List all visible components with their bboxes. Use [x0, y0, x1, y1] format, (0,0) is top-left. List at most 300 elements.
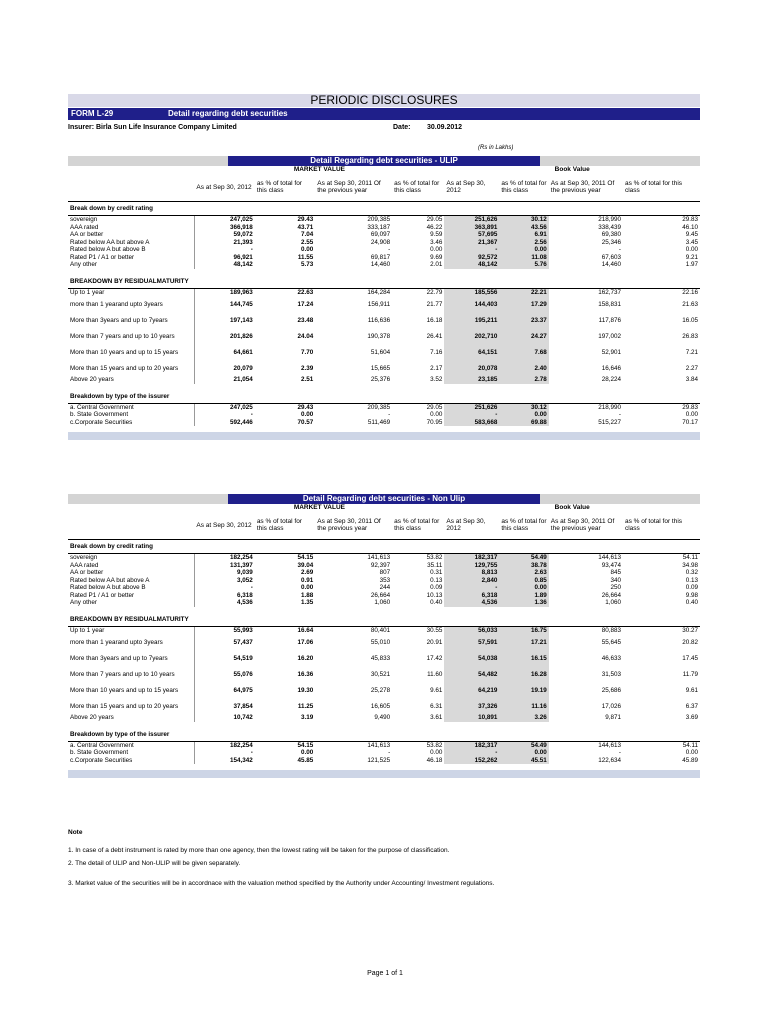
- row-label: Up to 1 year: [68, 288, 194, 296]
- row-label: More than 3years and up to 7years: [70, 654, 168, 662]
- value-cell: 353: [379, 576, 391, 584]
- value-cell: 54.11: [623, 554, 700, 562]
- value-cell: 16.64: [255, 626, 315, 634]
- header-label-spacer: [68, 511, 194, 540]
- table-row: [68, 344, 700, 360]
- value-cell: 19.19: [499, 682, 548, 698]
- row-label: a. Central Government: [68, 403, 194, 411]
- value-cell: 16.36: [297, 670, 314, 678]
- section-heading-issuer: Breakdown by type of the issurer: [70, 392, 170, 400]
- table-row: [68, 246, 700, 254]
- value-cell: 38.78: [499, 562, 548, 570]
- value-cell: 21,054: [194, 376, 254, 384]
- value-cell: 247,025: [194, 216, 254, 224]
- value-cell: 14,460: [601, 261, 621, 269]
- note-2: 2. The detail of ULIP and Non-ULIP will be given separately.: [68, 860, 241, 867]
- table-row: [68, 231, 700, 239]
- column-header-2: as % of total for this class: [256, 180, 302, 194]
- row-label: b. State Government: [70, 411, 129, 419]
- value-cell: 59,072: [194, 231, 254, 239]
- value-cell: 21,393: [194, 239, 254, 247]
- value-cell: 54.11: [623, 741, 700, 749]
- value-cell: 152,262: [444, 757, 499, 765]
- row-label: more than 1 yearand upto 3years: [70, 300, 163, 308]
- value-cell: 1.36: [499, 599, 548, 607]
- row-label: More than 7 years and up to 10 years: [70, 332, 175, 340]
- value-cell: 3.61: [430, 714, 443, 722]
- row-label: Rated below AA but above A: [70, 576, 150, 584]
- value-cell: 29.83: [623, 216, 700, 224]
- value-cell: 16,646: [601, 364, 621, 372]
- value-cell: 2.27: [685, 364, 698, 372]
- value-cell: 22.21: [499, 288, 548, 296]
- value-cell: 11.25: [297, 702, 314, 710]
- table-row: [68, 592, 700, 600]
- value-cell: 0.85: [499, 577, 548, 585]
- row-label: AA or better: [70, 231, 104, 239]
- value-cell: 37,854: [194, 698, 254, 714]
- table-row: [68, 261, 700, 269]
- table-footer: [68, 432, 700, 440]
- value-cell: -: [444, 749, 499, 757]
- value-cell: 9,871: [605, 714, 621, 722]
- column-header-8: as % of total for this class: [624, 518, 683, 532]
- column-header-4: as % of total for this class: [394, 180, 440, 194]
- value-cell: 8,813: [444, 569, 499, 577]
- value-cell: 70.17: [682, 418, 698, 426]
- value-cell: 57,695: [444, 231, 499, 239]
- value-cell: 26,664: [601, 591, 621, 599]
- value-cell: 21,367: [444, 239, 499, 247]
- value-cell: 247,025: [194, 403, 254, 411]
- value-cell: 46.22: [426, 223, 443, 231]
- value-cell: 46.10: [682, 223, 698, 231]
- value-cell: 24.27: [499, 328, 548, 344]
- value-cell: 366,918: [194, 224, 254, 232]
- value-cell: 6.91: [499, 231, 548, 239]
- value-cell: 14,460: [370, 261, 391, 269]
- value-cell: 37,326: [444, 698, 499, 714]
- row-label: Rated P1 / A1 or better: [70, 253, 135, 261]
- column-header-8: as % of total for this class: [624, 180, 683, 194]
- value-cell: 29.43: [255, 403, 315, 411]
- value-cell: 0.00: [300, 584, 314, 592]
- value-cell: 9.61: [430, 686, 443, 694]
- value-cell: 182,317: [444, 741, 499, 749]
- value-cell: 9.98: [685, 591, 698, 599]
- value-cell: 57,437: [194, 634, 254, 650]
- value-cell: 30.55: [392, 626, 444, 634]
- value-cell: 0.00: [430, 749, 443, 757]
- table-row: [68, 577, 700, 585]
- row-label: More than 10 years and up to 15 years: [70, 348, 179, 356]
- value-cell: 333,187: [367, 223, 391, 231]
- value-cell: -: [618, 411, 621, 419]
- value-cell: 0.09: [430, 584, 443, 592]
- note-title: Note: [68, 829, 83, 836]
- value-cell: 10,742: [194, 714, 254, 722]
- value-cell: 162,737: [549, 288, 623, 296]
- value-cell: 16,605: [370, 702, 391, 710]
- value-cell: 22.79: [392, 288, 444, 296]
- value-cell: 7.70: [300, 348, 314, 356]
- value-cell: 55,010: [370, 638, 391, 646]
- value-cell: 34.98: [682, 561, 698, 569]
- value-cell: 1,060: [605, 599, 621, 607]
- value-cell: 117,876: [598, 316, 621, 324]
- row-label: More than 15 years and up to 20 years: [70, 702, 179, 710]
- column-header-5: As at Sep 30, 2012: [446, 518, 486, 532]
- table-row: [68, 411, 700, 419]
- value-cell: -: [388, 411, 391, 419]
- table-row: [68, 216, 700, 224]
- value-cell: 9.69: [430, 253, 443, 261]
- value-cell: 1.89: [499, 592, 548, 600]
- value-cell: 5.73: [300, 261, 314, 269]
- page-number: Page 1 of 1: [367, 970, 403, 977]
- value-cell: 3.26: [499, 714, 548, 722]
- table-row: [68, 626, 700, 634]
- value-cell: 11.08: [499, 254, 548, 262]
- header-label-spacer: [68, 173, 194, 202]
- value-cell: 43.71: [297, 223, 314, 231]
- value-cell: 116,636: [367, 316, 391, 324]
- value-cell: 2.40: [499, 360, 548, 376]
- column-header-1: As at Sep 30, 2012: [196, 183, 252, 191]
- value-cell: 9.45: [685, 231, 698, 239]
- value-cell: 0.00: [430, 411, 443, 419]
- value-cell: 16.28: [499, 666, 548, 682]
- value-cell: 201,826: [194, 328, 254, 344]
- table-row: [68, 328, 700, 344]
- value-cell: 9.61: [685, 686, 698, 694]
- value-cell: 46,633: [601, 654, 621, 662]
- value-cell: 218,990: [549, 403, 623, 411]
- value-cell: -: [388, 749, 391, 757]
- value-cell: 53.82: [392, 554, 444, 562]
- column-header-4: as % of total for this class: [394, 518, 440, 532]
- row-label: AA or better: [70, 569, 104, 577]
- row-label: Rated below AA but above A: [70, 238, 150, 246]
- value-cell: 46.18: [426, 756, 443, 764]
- value-cell: 52,901: [601, 348, 621, 356]
- row-label: sovereign: [68, 216, 194, 224]
- value-cell: 2.69: [300, 569, 314, 577]
- insurer-name: Insurer: Birla Sun Life Insurance Company Limited: [68, 124, 237, 131]
- value-cell: 141,613: [315, 554, 392, 562]
- table-row: [68, 288, 700, 296]
- value-cell: 144,613: [549, 741, 623, 749]
- table-footer: [68, 770, 700, 778]
- value-cell: 70.95: [426, 418, 443, 426]
- value-cell: 48,142: [194, 261, 254, 269]
- value-cell: 80,883: [549, 626, 623, 634]
- value-cell: 4,536: [194, 599, 254, 607]
- note-3: 3. Market value of the securities will be in accordnace with the valuation method specified by the Authority under Accounting/ Investment regulations.: [68, 880, 495, 887]
- value-cell: 64,219: [444, 682, 499, 698]
- value-cell: -: [194, 749, 254, 757]
- value-cell: 20,078: [444, 360, 499, 376]
- value-cell: 10.13: [426, 591, 443, 599]
- value-cell: 182,254: [194, 741, 254, 749]
- value-cell: 17,026: [601, 702, 621, 710]
- value-cell: 251,626: [444, 403, 499, 411]
- nonulip-section: [68, 494, 700, 778]
- value-cell: 6.37: [685, 702, 698, 710]
- value-cell: 845: [610, 569, 621, 577]
- nonulip-table: [68, 504, 700, 778]
- ulip-section-title: Detail Regarding debt securities - ULIP: [68, 156, 700, 166]
- value-cell: 2.56: [499, 239, 548, 247]
- value-cell: 54,519: [194, 650, 254, 666]
- row-label: Above 20 years: [70, 376, 114, 384]
- table-row: [68, 698, 700, 714]
- value-cell: 25,686: [601, 686, 621, 694]
- section-heading-maturity: BREAKDOWN BY RESIDUALMATURITY: [70, 615, 189, 623]
- column-header-6: as % of total for this class: [501, 518, 547, 532]
- value-cell: 3.84: [685, 376, 698, 384]
- date-value: 30.09.2012: [427, 124, 463, 131]
- value-cell: 64,975: [194, 682, 254, 698]
- value-cell: 0.00: [499, 749, 548, 757]
- value-cell: 29.83: [623, 403, 700, 411]
- value-cell: 67,603: [601, 253, 621, 261]
- value-cell: 70.57: [297, 418, 314, 426]
- value-cell: 29.05: [392, 216, 444, 224]
- value-cell: 64,661: [194, 344, 254, 360]
- value-cell: 0.00: [499, 584, 548, 592]
- value-cell: 7.21: [685, 348, 698, 356]
- value-cell: 363,891: [444, 224, 499, 232]
- value-cell: 30.12: [499, 216, 548, 224]
- value-cell: 69.88: [499, 419, 548, 427]
- value-cell: 189,963: [194, 288, 254, 296]
- book-value-header: Book Value: [554, 166, 590, 173]
- value-cell: 209,385: [315, 403, 392, 411]
- table-row: [68, 634, 700, 650]
- value-cell: 45.51: [499, 757, 548, 765]
- form-number: FORM L-29: [71, 109, 114, 118]
- value-cell: -: [388, 246, 391, 254]
- value-cell: 31,503: [601, 670, 621, 678]
- table-row: [68, 666, 700, 682]
- value-cell: 17.21: [499, 634, 548, 650]
- value-cell: 54.15: [255, 741, 315, 749]
- value-cell: 55,993: [194, 626, 254, 634]
- value-cell: -: [444, 411, 499, 419]
- value-cell: 26.83: [682, 332, 698, 340]
- value-cell: 144,403: [444, 296, 499, 312]
- value-cell: 244: [379, 584, 391, 592]
- value-cell: 23.37: [499, 312, 548, 328]
- value-cell: 24,908: [370, 238, 391, 246]
- row-label: More than 10 years and up to 15 years: [70, 686, 179, 694]
- value-cell: 3.19: [300, 714, 314, 722]
- value-cell: 3.46: [430, 238, 443, 246]
- value-cell: 2.51: [300, 376, 314, 384]
- value-cell: 156,911: [367, 300, 391, 308]
- section-heading-maturity: BREAKDOWN BY RESIDUALMATURITY: [70, 277, 189, 285]
- value-cell: 0.00: [430, 246, 443, 254]
- value-cell: 185,556: [444, 288, 499, 296]
- value-cell: 9,039: [194, 569, 254, 577]
- value-cell: 0.31: [430, 569, 443, 577]
- value-cell: 182,317: [444, 554, 499, 562]
- table-row: [68, 296, 700, 312]
- row-label: Up to 1 year: [68, 626, 194, 634]
- value-cell: 197,002: [598, 332, 621, 340]
- value-cell: 9,490: [374, 714, 391, 722]
- value-cell: 190,378: [367, 332, 391, 340]
- value-cell: 11.60: [427, 670, 443, 678]
- value-cell: -: [444, 246, 499, 254]
- table-row: [68, 360, 700, 376]
- value-cell: 26,664: [370, 591, 391, 599]
- table-row: [68, 562, 700, 570]
- value-cell: 5.76: [499, 261, 548, 269]
- value-cell: 17.42: [426, 654, 443, 662]
- column-header-2: as % of total for this class: [256, 518, 302, 532]
- row-label: c.Corporate Securities: [70, 418, 133, 426]
- value-cell: 45,833: [370, 654, 391, 662]
- table-row: [68, 312, 700, 328]
- section-heading-credit: Break down by credit rating: [68, 540, 700, 554]
- value-cell: 69,817: [370, 253, 391, 261]
- value-cell: 2,840: [444, 577, 499, 585]
- value-cell: 20,079: [194, 360, 254, 376]
- table-row: [68, 569, 700, 577]
- value-cell: 7.04: [300, 231, 314, 239]
- value-cell: 583,668: [444, 419, 499, 427]
- value-cell: 1.88: [300, 591, 314, 599]
- value-cell: 144,613: [549, 554, 623, 562]
- value-cell: 20.91: [426, 638, 443, 646]
- table-row: [68, 714, 700, 722]
- value-cell: 93,474: [601, 561, 621, 569]
- value-cell: 45.89: [682, 756, 698, 764]
- value-cell: 9.59: [430, 231, 443, 239]
- value-cell: 25,278: [370, 686, 391, 694]
- value-cell: 92,397: [370, 561, 391, 569]
- value-cell: 80,401: [315, 626, 392, 634]
- column-header-7: As at Sep 30, 2011 Of the previous year: [550, 180, 615, 194]
- table-row: [68, 741, 700, 749]
- value-cell: 16.18: [426, 316, 443, 324]
- value-cell: 16.15: [499, 650, 548, 666]
- value-cell: 251,626: [444, 216, 499, 224]
- value-cell: 1,060: [374, 599, 391, 607]
- market-value-header: MARKET VALUE: [293, 504, 345, 511]
- value-cell: 21.63: [682, 300, 698, 308]
- row-label: a. Central Government: [68, 741, 194, 749]
- value-cell: 6,318: [444, 592, 499, 600]
- value-cell: -: [444, 584, 499, 592]
- value-cell: 129,755: [444, 562, 499, 570]
- value-cell: 338,439: [598, 223, 621, 231]
- value-cell: 0.00: [685, 749, 698, 757]
- table-row: [68, 239, 700, 247]
- value-cell: 1.97: [685, 261, 698, 269]
- value-cell: 2.01: [430, 261, 443, 269]
- value-cell: 141,613: [315, 741, 392, 749]
- ulip-section: [68, 156, 700, 440]
- value-cell: 29.43: [255, 216, 315, 224]
- value-cell: 218,990: [549, 216, 623, 224]
- column-header-6: as % of total for this class: [501, 180, 547, 194]
- value-cell: 0.40: [430, 599, 443, 607]
- form-subtitle: Detail regarding debt securities: [168, 109, 288, 118]
- table-row: [68, 599, 700, 607]
- value-cell: 55,645: [601, 638, 621, 646]
- value-cell: 164,284: [315, 288, 392, 296]
- value-cell: 7.16: [430, 348, 443, 356]
- value-cell: 340: [610, 576, 621, 584]
- value-cell: 22.16: [623, 288, 700, 296]
- row-label: AAA rated: [70, 561, 99, 569]
- value-cell: 16.75: [499, 626, 548, 634]
- row-label: more than 1 yearand upto 3years: [70, 638, 163, 646]
- value-cell: 19.30: [297, 686, 314, 694]
- row-label: More than 7 years and up to 10 years: [70, 670, 175, 678]
- value-cell: 26.41: [426, 332, 443, 340]
- row-label: b. State Government: [70, 749, 129, 757]
- value-cell: 39.04: [297, 561, 314, 569]
- value-cell: 54.15: [255, 554, 315, 562]
- value-cell: 17.45: [682, 654, 698, 662]
- section-heading-issuer: Breakdown by type of the issurer: [70, 730, 170, 738]
- column-header-1: As at Sep 30, 2012: [196, 521, 252, 529]
- value-cell: 57,591: [444, 634, 499, 650]
- value-cell: 25,346: [601, 238, 621, 246]
- row-label: Rated below A but above B: [70, 584, 146, 592]
- value-cell: 30.12: [499, 403, 548, 411]
- column-header-3: As at Sep 30, 2011 Of the previous year: [317, 180, 381, 194]
- value-cell: 3.45: [685, 238, 698, 246]
- value-cell: 54.49: [499, 554, 548, 562]
- header-spacer: [68, 166, 194, 173]
- value-cell: 3.52: [430, 376, 443, 384]
- value-cell: 54,038: [444, 650, 499, 666]
- row-label: Any other: [70, 261, 97, 269]
- value-cell: 0.00: [499, 411, 548, 419]
- row-label: More than 3years and up to 7years: [70, 316, 168, 324]
- value-cell: 17.24: [297, 300, 314, 308]
- nonulip-section-title: Detail Regarding debt securities - Non Ulip: [68, 494, 700, 504]
- value-cell: 25,376: [370, 376, 391, 384]
- column-header-7: As at Sep 30, 2011 Of the previous year: [550, 518, 615, 532]
- table-row: [68, 554, 700, 562]
- value-cell: 45.85: [297, 756, 314, 764]
- value-cell: 7.68: [499, 344, 548, 360]
- value-cell: -: [194, 584, 254, 592]
- value-cell: 11.55: [297, 253, 314, 261]
- row-label: Rated below A but above B: [70, 246, 146, 254]
- value-cell: 9.21: [685, 253, 698, 261]
- value-cell: 43.56: [499, 224, 548, 232]
- table-row: [68, 682, 700, 698]
- section-heading-credit: Break down by credit rating: [68, 202, 700, 216]
- value-cell: 511,469: [367, 418, 391, 426]
- value-cell: 592,446: [194, 419, 254, 427]
- value-cell: 35.11: [427, 561, 443, 569]
- value-cell: 23.48: [297, 316, 314, 324]
- value-cell: 21.77: [426, 300, 443, 308]
- table-row: [68, 584, 700, 592]
- value-cell: 56,033: [444, 626, 499, 634]
- value-cell: 29.05: [392, 403, 444, 411]
- value-cell: 15,665: [370, 364, 391, 372]
- table-row: [68, 254, 700, 262]
